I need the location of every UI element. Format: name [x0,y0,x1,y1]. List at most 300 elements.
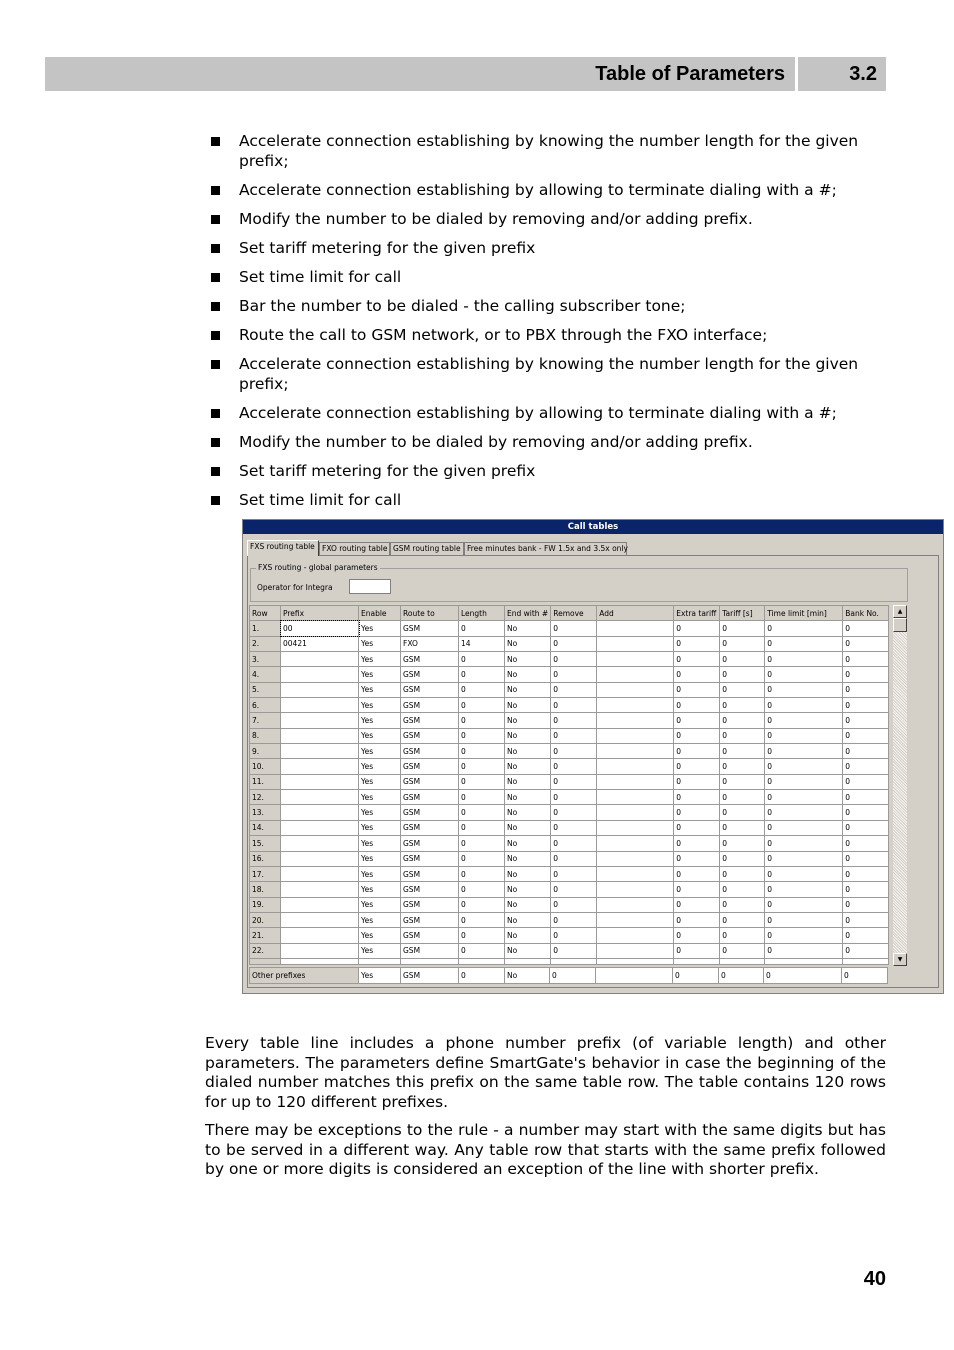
table-cell[interactable] [597,790,674,805]
table-cell[interactable]: No [505,866,551,881]
column-header[interactable]: Bank No. [843,606,889,621]
table-cell[interactable]: 0 [720,652,765,667]
table-cell[interactable]: 0 [551,774,597,789]
table-row [250,774,889,789]
table-cell-partial [843,958,889,964]
table-cell[interactable]: 0 [459,713,505,728]
table-cell[interactable]: 0 [674,912,720,927]
table-cell[interactable]: GSM [401,652,459,667]
table-cell[interactable]: No [505,698,551,713]
table-cell[interactable]: 0 [551,866,597,881]
table-cell[interactable]: Yes [359,682,401,697]
column-header[interactable]: Tariff [s] [720,606,765,621]
row-number-cell: 6. [250,698,281,713]
table-cell[interactable]: 0 [843,744,889,759]
table-cell[interactable]: Yes [359,851,401,866]
table-cell[interactable]: 0 [720,836,765,851]
table-cell[interactable]: GSM [401,805,459,820]
table-cell[interactable]: No [505,744,551,759]
row-number-cell: 11. [250,774,281,789]
table-cell[interactable]: Yes [359,943,401,958]
table-cell[interactable] [597,621,674,636]
table-cell[interactable]: 0 [843,912,889,927]
table-cell[interactable]: GSM [401,912,459,927]
table-cell[interactable] [597,636,674,651]
operator-input[interactable] [349,579,391,594]
table-cell[interactable]: 0 [843,820,889,835]
table-cell[interactable]: 0 [843,882,889,897]
table-cell[interactable]: 0 [720,943,765,958]
table-cell[interactable]: 0 [551,713,597,728]
table-cell[interactable] [281,698,359,713]
table-cell[interactable]: 0 [674,897,720,912]
column-header[interactable]: Add [597,606,674,621]
table-cell[interactable]: No [505,667,551,682]
table-cell[interactable]: No [505,928,551,943]
table-cell[interactable] [597,759,674,774]
table-cell[interactable]: 0 [551,621,597,636]
bullet-text: Set tariff metering for the given prefix [239,239,536,257]
table-cell[interactable] [281,820,359,835]
table-cell[interactable]: GSM [401,851,459,866]
table-cell[interactable]: 0 [459,682,505,697]
table-cell[interactable]: Yes [359,928,401,943]
table-cell[interactable]: 0 [459,820,505,835]
table-cell[interactable]: 0 [459,851,505,866]
table-cell[interactable]: 0 [843,774,889,789]
table-cell[interactable]: Yes [359,897,401,912]
table-cell[interactable]: 0 [551,744,597,759]
table-cell[interactable]: 0 [459,698,505,713]
table-cell[interactable]: 0 [843,728,889,743]
table-cell[interactable]: 0 [765,636,843,651]
table-cell[interactable]: 0 [674,836,720,851]
bullet-item [210,180,890,200]
table-cell[interactable]: 00 [281,621,359,636]
table-cell[interactable]: 0 [765,805,843,820]
table-cell[interactable]: 0 [674,759,720,774]
table-cell[interactable]: 0 [551,682,597,697]
table-cell[interactable]: GSM [401,897,459,912]
table-cell[interactable]: 0 [765,774,843,789]
paragraph-exceptions: There may be exceptions to the rule - a number may start with the same digits but has to be served in a different way. Any table row that starts with the same prefix followed by one or more digits is considered an exception of the line with shorter prefix. [205,1121,886,1178]
table-cell[interactable]: 0 [720,744,765,759]
table-cell[interactable]: 0 [720,897,765,912]
table-cell[interactable]: 0 [765,744,843,759]
table-cell[interactable]: 0 [720,882,765,897]
table-cell[interactable]: No [505,636,551,651]
table-cell[interactable]: 0 [720,790,765,805]
table-cell[interactable]: No [505,621,551,636]
column-header[interactable]: End with # [505,606,551,621]
table-cell[interactable]: GSM [401,667,459,682]
table-cell[interactable]: Yes [359,805,401,820]
table-cell[interactable]: No [505,943,551,958]
table-cell[interactable]: Yes [359,882,401,897]
table-cell[interactable]: 0 [765,820,843,835]
table-cell[interactable] [281,912,359,927]
table-cell[interactable]: 0 [674,866,720,881]
table-cell-partial [597,958,674,964]
table-cell[interactable]: No [505,652,551,667]
table-cell[interactable]: 0 [765,621,843,636]
table-cell[interactable]: Yes [359,759,401,774]
table-cell[interactable] [597,851,674,866]
table-cell[interactable]: 0 [720,928,765,943]
table-cell[interactable]: 14 [459,636,505,651]
table-cell[interactable]: 0 [551,805,597,820]
column-header[interactable]: Remove [551,606,597,621]
table-cell[interactable]: 0 [843,636,889,651]
table-cell[interactable]: GSM [401,682,459,697]
table-cell[interactable]: 0 [551,698,597,713]
table-cell[interactable]: 0 [459,759,505,774]
table-cell[interactable]: 00421 [281,636,359,651]
bullet-item [210,354,890,394]
table-cell[interactable]: No [505,728,551,743]
table-cell[interactable]: 0 [551,820,597,835]
table-cell[interactable]: 0 [459,968,505,984]
tab-free-minutes-bank[interactable]: Free minutes bank - FW 1.5x and 3.5x only [464,542,627,555]
table-cell[interactable]: Yes [359,621,401,636]
table-cell[interactable]: No [505,759,551,774]
table-cell[interactable]: Yes [359,968,401,984]
table-cell[interactable]: No [505,897,551,912]
table-cell[interactable]: 0 [674,851,720,866]
table-cell[interactable]: No [505,774,551,789]
table-cell[interactable]: 0 [765,882,843,897]
table-cell[interactable] [597,682,674,697]
table-cell[interactable]: No [505,912,551,927]
table-cell[interactable]: 0 [551,882,597,897]
table-cell[interactable]: 0 [459,912,505,927]
table-cell[interactable]: 0 [459,928,505,943]
table-cell[interactable]: 0 [765,713,843,728]
table-cell[interactable]: 0 [765,912,843,927]
table-cell[interactable]: 0 [765,928,843,943]
table-row-partial [250,958,889,964]
bullet-text: Accelerate connection establishing by knowing the number length for the given prefix; [239,355,859,393]
table-cell[interactable]: 0 [674,928,720,943]
table-cell[interactable] [281,667,359,682]
table-cell[interactable]: 0 [764,968,842,984]
table-cell[interactable]: 0 [720,759,765,774]
table-cell[interactable]: Yes [359,698,401,713]
table-cell[interactable]: 0 [550,968,596,984]
column-header[interactable]: Route to [401,606,459,621]
tab-fxs-routing[interactable]: FXS routing table [247,540,319,556]
table-cell[interactable]: 0 [765,836,843,851]
table-cell[interactable]: No [505,682,551,697]
table-cell[interactable]: 0 [674,774,720,789]
table-cell[interactable]: GSM [401,774,459,789]
table-cell[interactable] [597,728,674,743]
table-cell[interactable]: Yes [359,866,401,881]
table-cell[interactable]: GSM [401,836,459,851]
table-cell[interactable] [596,968,673,984]
table-cell[interactable]: GSM [401,790,459,805]
table-cell[interactable]: No [505,836,551,851]
tab-fxo-routing[interactable]: FXO routing table [319,542,390,555]
bullet-text: Modify the number to be dialed by removing and/or adding prefix. [239,210,753,228]
table-cell[interactable]: 0 [551,667,597,682]
table-cell[interactable]: Yes [359,912,401,927]
table-cell[interactable]: 0 [459,882,505,897]
table-cell[interactable]: Yes [359,636,401,651]
bullet-item [210,403,890,423]
table-cell[interactable]: 0 [843,866,889,881]
table-cell[interactable]: 0 [459,790,505,805]
bullet-list [210,131,890,519]
table-cell[interactable] [281,774,359,789]
table-cell[interactable]: 0 [551,836,597,851]
table-cell[interactable]: 0 [765,652,843,667]
bullet-square-icon [211,186,220,195]
table-cell[interactable]: 0 [459,728,505,743]
table-cell[interactable]: No [505,820,551,835]
table-cell[interactable] [281,897,359,912]
table-cell[interactable] [281,652,359,667]
table-cell[interactable]: GSM [401,820,459,835]
table-cell[interactable]: 0 [843,805,889,820]
table-cell[interactable]: Yes [359,744,401,759]
table-cell[interactable]: 0 [720,805,765,820]
table-cell[interactable]: 0 [459,667,505,682]
table-cell[interactable] [597,836,674,851]
table-cell[interactable]: 0 [843,652,889,667]
table-cell[interactable]: No [505,713,551,728]
table-cell[interactable]: GSM [401,698,459,713]
table-row [250,912,889,927]
table-cell[interactable] [281,882,359,897]
table-cell[interactable]: 0 [720,713,765,728]
table-cell[interactable]: GSM [401,882,459,897]
table-cell[interactable]: 0 [765,851,843,866]
table-cell[interactable]: Yes [359,820,401,835]
table-cell[interactable]: 0 [843,943,889,958]
table-cell[interactable] [597,897,674,912]
table-cell[interactable] [281,728,359,743]
bullet-text: Set time limit for call [239,268,402,286]
bullet-square-icon [211,331,220,340]
table-cell[interactable] [597,774,674,789]
table-cell[interactable] [597,882,674,897]
table-cell[interactable] [281,805,359,820]
table-cell[interactable]: 0 [720,774,765,789]
table-cell[interactable]: 0 [843,790,889,805]
table-cell[interactable]: 0 [843,851,889,866]
table-cell[interactable]: 0 [459,805,505,820]
table-cell[interactable]: 0 [459,744,505,759]
table-cell[interactable]: 0 [551,943,597,958]
table-cell[interactable]: 0 [719,968,764,984]
table-cell[interactable]: GSM [401,968,459,984]
table-cell[interactable]: 0 [720,851,765,866]
table-cell[interactable] [597,805,674,820]
table-cell[interactable]: 0 [674,621,720,636]
tab-gsm-routing[interactable]: GSM routing table [390,542,464,555]
table-cell[interactable]: 0 [459,621,505,636]
table-cell[interactable]: No [505,968,550,984]
table-cell[interactable]: 0 [765,866,843,881]
table-cell[interactable] [597,713,674,728]
vertical-scrollbar[interactable] [893,605,907,966]
table-cell[interactable]: 0 [551,759,597,774]
table-cell[interactable]: Yes [359,836,401,851]
table-cell[interactable]: 0 [674,652,720,667]
table-cell-partial [765,958,843,964]
table-cell[interactable] [281,790,359,805]
table-cell[interactable]: 0 [674,636,720,651]
table-cell[interactable] [597,698,674,713]
table-cell[interactable]: 0 [765,897,843,912]
table-cell[interactable]: 0 [843,682,889,697]
table-cell[interactable]: GSM [401,728,459,743]
table-cell[interactable]: 0 [842,968,888,984]
table-cell[interactable] [597,652,674,667]
table-cell[interactable]: 0 [551,928,597,943]
table-cell[interactable] [281,759,359,774]
table-cell[interactable]: 0 [720,682,765,697]
table-cell[interactable]: 0 [551,636,597,651]
table-cell[interactable]: 0 [674,698,720,713]
table-cell[interactable] [281,836,359,851]
scroll-thumb[interactable] [893,618,907,632]
table-cell[interactable] [281,866,359,881]
column-header[interactable]: Time limit [min] [765,606,843,621]
table-cell[interactable]: 0 [459,943,505,958]
table-cell[interactable]: GSM [401,759,459,774]
table-cell[interactable]: 0 [459,652,505,667]
table-cell[interactable]: 0 [551,912,597,927]
table-cell[interactable]: Yes [359,713,401,728]
table-cell[interactable]: Yes [359,652,401,667]
table-cell[interactable]: GSM [401,621,459,636]
table-cell[interactable]: 0 [674,728,720,743]
table-cell[interactable]: 0 [459,836,505,851]
table-cell[interactable]: Yes [359,667,401,682]
table-cell[interactable]: 0 [720,912,765,927]
table-cell-partial [674,958,720,964]
table-cell[interactable]: No [505,882,551,897]
table-cell[interactable]: 0 [765,790,843,805]
table-cell[interactable]: GSM [401,866,459,881]
table-cell[interactable] [597,943,674,958]
table-cell[interactable]: 0 [551,790,597,805]
table-row [250,682,889,697]
table-cell[interactable]: 0 [843,897,889,912]
table-cell[interactable] [597,667,674,682]
table-cell[interactable]: 0 [674,882,720,897]
table-cell[interactable]: 0 [720,820,765,835]
table-cell[interactable] [597,744,674,759]
table-cell[interactable] [281,744,359,759]
table-cell[interactable] [281,943,359,958]
table-row [250,698,889,713]
column-header[interactable]: Length [459,606,505,621]
table-cell[interactable]: 0 [765,698,843,713]
scroll-down-icon[interactable]: ▼ [893,953,907,966]
table-cell[interactable]: Yes [359,790,401,805]
table-cell[interactable]: 0 [720,621,765,636]
table-cell[interactable]: 0 [843,621,889,636]
table-cell[interactable] [281,851,359,866]
table-cell[interactable]: 0 [673,968,719,984]
table-cell[interactable]: 0 [720,866,765,881]
table-cell[interactable]: 0 [674,713,720,728]
row-number-cell: 9. [250,744,281,759]
row-number-cell: 7. [250,713,281,728]
table-cell[interactable]: No [505,851,551,866]
table-cell[interactable]: 0 [459,866,505,881]
table-cell[interactable]: 0 [765,682,843,697]
table-cell[interactable]: 0 [674,744,720,759]
column-header[interactable]: Enable [359,606,401,621]
table-cell[interactable]: GSM [401,928,459,943]
table-cell[interactable]: 0 [674,820,720,835]
table-cell[interactable]: 0 [674,667,720,682]
scroll-up-icon[interactable]: ▲ [893,605,907,618]
table-cell[interactable]: 0 [765,759,843,774]
table-cell[interactable]: 0 [720,667,765,682]
bullet-text: Accelerate connection establishing by allowing to terminate dialing with a #; [239,404,837,422]
table-cell[interactable]: 0 [674,790,720,805]
table-cell[interactable] [597,866,674,881]
table-cell[interactable] [597,820,674,835]
table-cell[interactable]: 0 [459,774,505,789]
column-header[interactable]: Row [250,606,281,621]
table-cell[interactable]: 0 [843,836,889,851]
table-cell[interactable]: 0 [674,682,720,697]
table-cell[interactable] [597,928,674,943]
table-cell[interactable]: 0 [843,759,889,774]
table-cell[interactable]: 0 [843,928,889,943]
table-cell[interactable] [281,928,359,943]
table-cell[interactable]: Yes [359,774,401,789]
table-cell[interactable]: 0 [674,805,720,820]
table-cell[interactable] [281,682,359,697]
table-cell[interactable]: No [505,805,551,820]
column-header[interactable]: Extra tariff [674,606,720,621]
table-cell[interactable]: 0 [720,636,765,651]
table-cell[interactable]: Yes [359,728,401,743]
table-cell[interactable]: 0 [551,652,597,667]
table-cell[interactable]: 0 [843,713,889,728]
table-cell[interactable]: 0 [459,897,505,912]
table-cell[interactable]: 0 [720,698,765,713]
table-cell[interactable]: 0 [720,728,765,743]
table-cell[interactable] [597,912,674,927]
table-cell[interactable]: 0 [551,897,597,912]
table-cell[interactable]: 0 [765,667,843,682]
table-cell[interactable]: FXO [401,636,459,651]
table-cell[interactable]: 0 [551,851,597,866]
table-cell[interactable]: 0 [551,728,597,743]
table-row [250,882,889,897]
column-header[interactable]: Prefix [281,606,359,621]
bullet-square-icon [211,360,220,369]
table-cell[interactable] [281,713,359,728]
table-cell[interactable]: No [505,790,551,805]
table-cell[interactable]: GSM [401,713,459,728]
table-cell[interactable]: 0 [843,698,889,713]
table-cell[interactable]: GSM [401,744,459,759]
table-cell[interactable]: 0 [843,667,889,682]
table-cell[interactable]: 0 [765,728,843,743]
table-cell[interactable]: 0 [674,943,720,958]
table-cell[interactable]: GSM [401,943,459,958]
table-cell[interactable]: 0 [765,943,843,958]
